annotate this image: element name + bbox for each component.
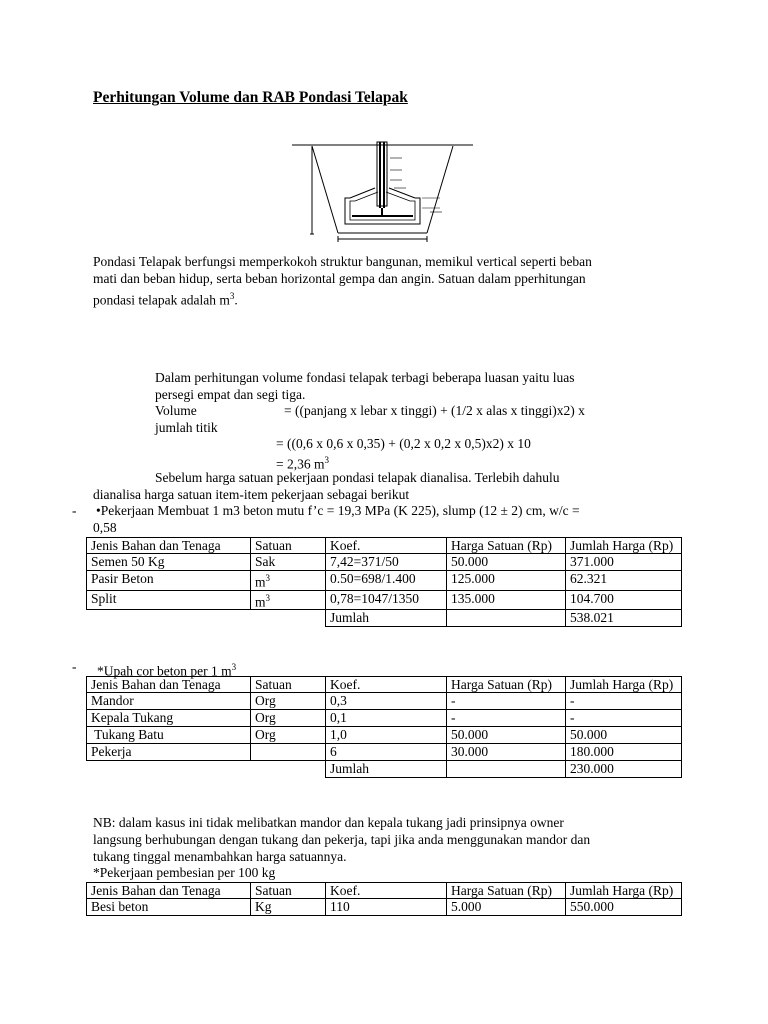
- cell-empty: [87, 761, 251, 778]
- header-jenis: Jenis Bahan dan Tenaga: [87, 883, 251, 899]
- table-header: [87, 677, 682, 693]
- cell: 30.000: [447, 744, 566, 761]
- header-satuan: Satuan: [251, 883, 326, 899]
- note-line-3: tukang tinggal menambahkan harga satuannya.: [93, 849, 347, 864]
- cell: Org: [251, 710, 326, 727]
- header-koef: Koef.: [326, 883, 447, 899]
- header-koef: Koef.: [326, 677, 447, 693]
- cell: 550.000: [566, 899, 682, 916]
- before-line-2: dianalisa harga satuan item-item pekerjaan sebagai berikut: [93, 487, 410, 502]
- header-jumlah-harga: Jumlah Harga (Rp): [566, 677, 682, 693]
- cell: Mandor: [87, 693, 251, 710]
- cell: Pasir Beton: [87, 571, 251, 591]
- cell: 125.000: [447, 571, 566, 591]
- cell: Org: [251, 727, 326, 744]
- calc-line-2: persegi empat dan segi tiga.: [155, 387, 306, 402]
- cell: $m^3$: [251, 571, 326, 591]
- total-value: 230.000: [566, 761, 682, 778]
- cell: 0,78=1047/1350: [326, 590, 447, 610]
- table-pembesian: [86, 882, 682, 916]
- cell: Sak: [251, 554, 326, 571]
- cell: Org: [251, 693, 326, 710]
- cell: Semen 50 Kg: [87, 554, 251, 571]
- cell: 104.700: [566, 590, 682, 610]
- section1-dash: -: [72, 503, 77, 518]
- total-label: Jumlah: [326, 610, 447, 627]
- cell: 110: [326, 899, 447, 916]
- intro-line-1: Pondasi Telapak berfungsi memperkokoh struktur bangunan, memikul vertical seperti beban: [93, 254, 592, 269]
- table-row: [87, 554, 682, 571]
- header-satuan: Satuan: [251, 677, 326, 693]
- header-satuan: Satuan: [251, 538, 326, 554]
- note-line-2: langsung berhubungan dengan tukang dan pekerja, tapi jika anda menggunakan mandor dan: [93, 832, 591, 847]
- table-row: [87, 899, 682, 916]
- volume-label: Volume: [155, 403, 197, 418]
- calc-line-1: Dalam perhitungan volume fondasi telapak terbagi beberapa luasan yaitu luas: [155, 370, 575, 385]
- cell: Besi beton: [87, 899, 251, 916]
- cell: 50.000: [447, 554, 566, 571]
- cell: 62.321: [566, 571, 682, 591]
- cell: 180.000: [566, 744, 682, 761]
- cell-empty: [447, 761, 566, 778]
- intro-line-2: mati dan beban hidup, serta beban horizontal gempa dan angin. Satuan dalam pperhitungan: [93, 271, 586, 286]
- table-total-row: [87, 610, 682, 627]
- header-jenis: Jenis Bahan dan Tenaga: [87, 677, 251, 693]
- table-row: [87, 727, 682, 744]
- cell-empty: [447, 610, 566, 627]
- cell: -: [447, 693, 566, 710]
- note-line-1: NB: dalam kasus ini tidak melibatkan mandor dan kepala tukang jadi prinsipnya owner: [93, 815, 564, 830]
- intro-line-3: pondasi telapak adalah $m^3$.: [93, 291, 238, 308]
- table-header: [87, 538, 682, 554]
- section2-dash: -: [72, 659, 77, 674]
- volume-calculation: = ((0,6 x 0,6 x 0,35) + (0,2 x 0,2 x 0,5)x2) x 10: [276, 436, 531, 451]
- cell: Kepala Tukang: [87, 710, 251, 727]
- table-total-row: [87, 761, 682, 778]
- cell: 135.000: [447, 590, 566, 610]
- section3-title: *Pekerjaan pembesian per 100 kg: [93, 865, 276, 880]
- cell: -: [566, 710, 682, 727]
- cell: 0,3: [326, 693, 447, 710]
- table-beton: [86, 537, 682, 627]
- header-harga-satuan: Harga Satuan (Rp): [447, 677, 566, 693]
- volume-result: = 2,36 $m^3$: [276, 455, 329, 472]
- volume-expression-cont: jumlah titik: [155, 420, 218, 435]
- table-header: [87, 883, 682, 899]
- cell: Split: [87, 590, 251, 610]
- cell-empty: [87, 610, 251, 627]
- header-koef: Koef.: [326, 538, 447, 554]
- total-label: Jumlah: [326, 761, 447, 778]
- table-upah: [86, 676, 682, 778]
- cell: 5.000: [447, 899, 566, 916]
- cell: 7,42=371/50: [326, 554, 447, 571]
- table-row: [87, 571, 682, 591]
- cell: 50.000: [566, 727, 682, 744]
- foundation-diagram: [290, 138, 475, 246]
- section1-title: •Pekerjaan Membuat 1 m3 beton mutu f’c = 19,3 MPa (K 225), slump (12 ± 2) cm, w/c =: [96, 503, 580, 518]
- header-jumlah-harga: Jumlah Harga (Rp): [566, 883, 682, 899]
- section2-title: *Upah cor beton per 1 $m^3$: [97, 662, 237, 679]
- section1-title-cont: 0,58: [93, 520, 117, 535]
- cell: Kg: [251, 899, 326, 916]
- header-harga-satuan: Harga Satuan (Rp): [447, 538, 566, 554]
- cell: [251, 744, 326, 761]
- cell: 371.000: [566, 554, 682, 571]
- cell: Tukang Batu: [87, 727, 251, 744]
- cell: $m^3$: [251, 590, 326, 610]
- total-value: 538.021: [566, 610, 682, 627]
- cell: -: [566, 693, 682, 710]
- table-row: [87, 710, 682, 727]
- cell: -: [447, 710, 566, 727]
- cell-empty: [251, 610, 326, 627]
- before-line-1: Sebelum harga satuan pekerjaan pondasi telapak dianalisa. Terlebih dahulu: [155, 470, 560, 485]
- cell-empty: [251, 761, 326, 778]
- volume-expression: = ((panjang x lebar x tinggi) + (1/2 x alas x tinggi)x2) x: [284, 403, 585, 418]
- cell: Pekerja: [87, 744, 251, 761]
- cell: 1,0: [326, 727, 447, 744]
- table-row: [87, 590, 682, 610]
- cell: 50.000: [447, 727, 566, 744]
- header-jenis: Jenis Bahan dan Tenaga: [87, 538, 251, 554]
- cell: 6: [326, 744, 447, 761]
- cell: 0,1: [326, 710, 447, 727]
- table-row: [87, 693, 682, 710]
- header-jumlah-harga: Jumlah Harga (Rp): [566, 538, 682, 554]
- header-harga-satuan: Harga Satuan (Rp): [447, 883, 566, 899]
- page-title: Perhitungan Volume dan RAB Pondasi Telapak: [93, 89, 408, 106]
- table-row: [87, 744, 682, 761]
- cell: 0.50=698/1.400: [326, 571, 447, 591]
